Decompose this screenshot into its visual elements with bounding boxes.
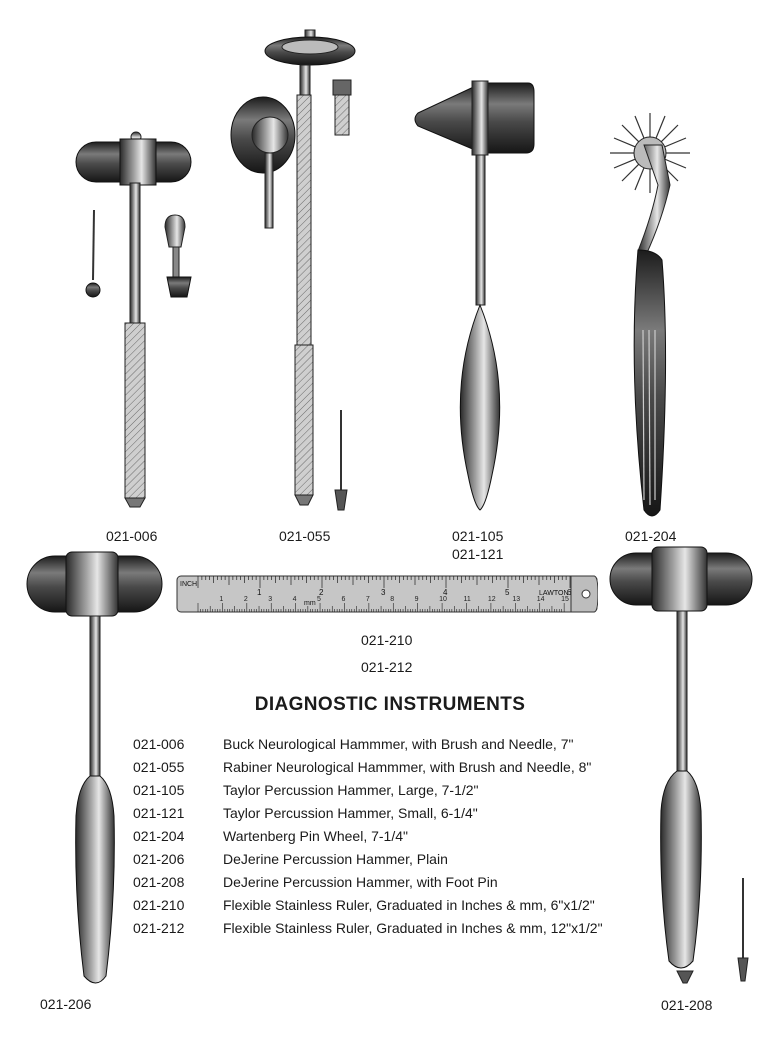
catalog-row [133,870,603,893]
stainless-ruler [176,575,598,613]
label-rabiner: 021-055 [279,528,331,544]
ruler-cm-number: 8 [390,596,395,603]
item-code: 021-105 [133,781,185,798]
label-ruler-12: 021-212 [361,659,413,675]
pin-wheel-illustration [610,110,700,525]
item-description: Buck Neurological Hammmer, with Brush and Needle, 7" [223,735,574,752]
catalog-row [133,732,603,755]
catalog-row [133,755,603,778]
ruler-inch-number: 2 [319,588,324,597]
catalog-row [133,778,603,801]
ruler-cm-number: 15 [561,596,569,603]
item-description: Flexible Stainless Ruler, Graduated in Inches & mm, 6"x1/2" [223,896,595,913]
item-description: DeJerine Percussion Hammer, with Foot Pin [223,873,498,890]
item-code: 021-204 [133,827,185,844]
item-code: 021-210 [133,896,185,913]
ruler-cm-number: 1 [219,596,224,603]
ruler-inch-unit: INCH [180,581,198,588]
ruler-cm-number: 3 [268,596,273,603]
ruler-cm-number: 4 [292,596,297,603]
item-code: 021-006 [133,735,185,752]
item-description: Taylor Percussion Hammer, Small, 6-1/4" [223,804,478,821]
label-pin-wheel: 021-204 [625,528,677,544]
catalog-title: DIAGNOSTIC INSTRUMENTS [254,694,526,715]
label-taylor-large: 021-105 [452,528,504,544]
ruler-cm-number: 5 [317,596,321,603]
ruler-cm-number: 13 [512,596,521,603]
label-buck: 021-006 [106,528,158,544]
ruler-inch-number: 3 [381,588,386,597]
item-code: 021-055 [133,758,185,775]
ruler-inch-number: 5 [505,588,510,597]
catalog-row [133,847,603,870]
catalog-row [133,893,603,916]
ruler-inch-number: 6 [567,588,572,597]
ruler-inch-number: 4 [443,588,448,597]
ruler-cm-number: 11 [463,596,471,603]
ruler-cm-number: 10 [439,596,447,603]
item-description: Flexible Stainless Ruler, Graduated in Inches & mm, 12"x1/2" [223,919,603,936]
ruler-cm-number: 6 [341,596,346,603]
item-description: Wartenberg Pin Wheel, 7-1/4" [223,827,408,844]
dejerine-pin-illustration [607,543,762,983]
item-code: 021-212 [133,919,185,936]
label-ruler-6: 021-210 [361,632,413,648]
ruler-cm-number: 9 [414,596,419,603]
label-dejerine-pin: 021-208 [661,997,713,1013]
buck-hammer-illustration [70,125,205,515]
catalog-row [133,916,603,939]
ruler-graphic [176,575,598,613]
ruler-cm-number: 12 [487,596,496,603]
ruler-mm-unit: mm [304,600,316,607]
item-code: 021-208 [133,873,185,890]
rabiner-hammer-illustration [225,25,365,520]
item-description: DeJerine Percussion Hammer, Plain [223,850,448,867]
label-dejerine-plain: 021-206 [40,996,92,1012]
catalog-row [133,801,603,824]
item-code: 021-121 [133,804,185,821]
ruler-cm-number: 14 [536,596,545,603]
item-description: Taylor Percussion Hammer, Large, 7-1/2" [223,781,479,798]
ruler-cm-number: 7 [365,596,370,603]
ruler-inch-number: 1 [257,588,262,597]
catalog-table [133,732,603,939]
catalog-row [133,824,603,847]
ruler-brand: LAWTON [539,590,569,597]
label-taylor-small: 021-121 [452,546,504,562]
item-code: 021-206 [133,850,185,867]
taylor-hammer-illustration [410,78,540,510]
ruler-cm-number: 2 [243,596,248,603]
item-description: Rabiner Neurological Hammmer, with Brush and Needle, 8" [223,758,592,775]
